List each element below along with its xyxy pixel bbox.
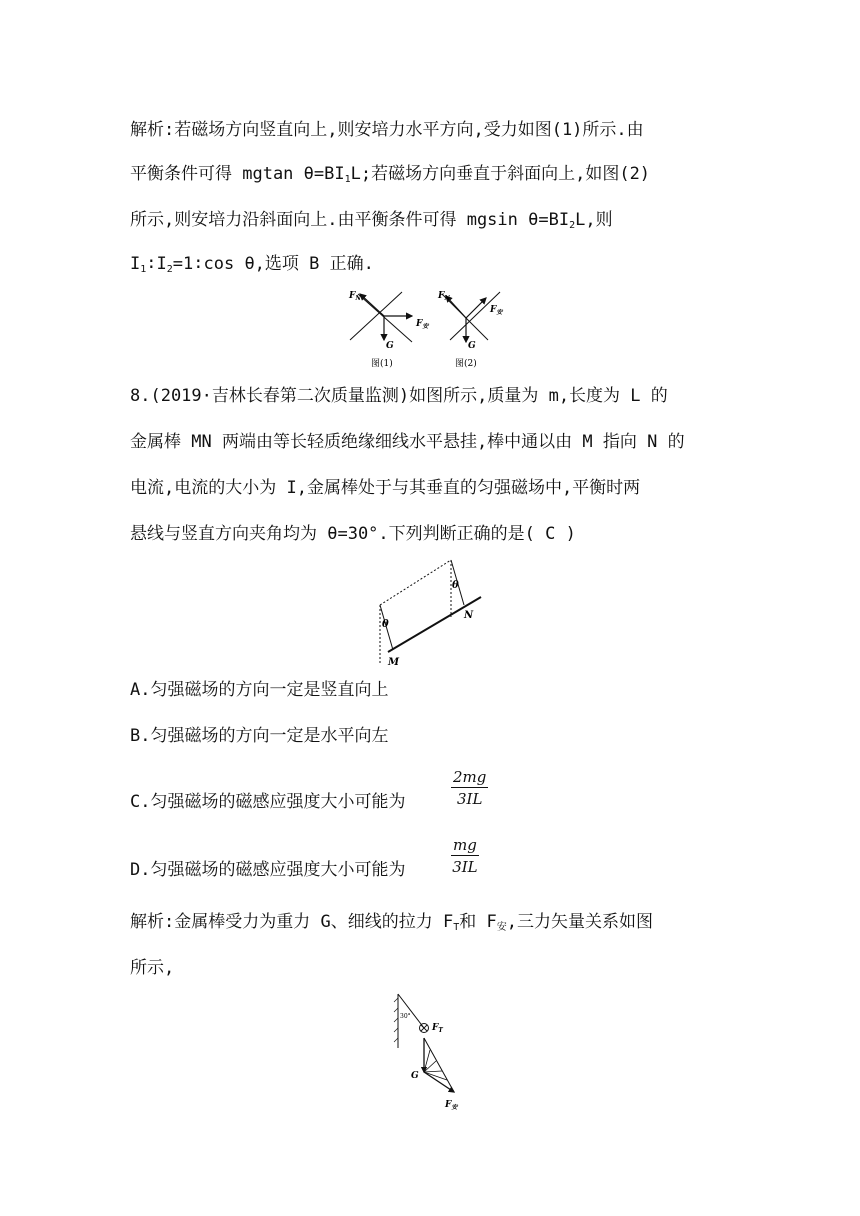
option-d-numerator: mg — [453, 836, 477, 854]
analysis1-line4 — [130, 254, 374, 280]
g-label: G — [411, 1071, 419, 1081]
possible-force-vectors — [424, 1050, 447, 1080]
analysis2-line1-sub1: T — [453, 922, 460, 933]
question8-line3: 电流,电流的大小为 I,金属棒处于与其垂直的匀强磁场中,平衡时两 — [130, 478, 641, 498]
question8-line2: 金属棒 MN 两端由等长轻质绝缘细线水平悬挂,棒中通以由 M 指向 N 的 — [130, 432, 685, 452]
force-triangle-figure — [390, 990, 470, 1115]
option-d-fraction — [451, 836, 479, 876]
fn-label-1: $F_N$ — [349, 291, 361, 302]
option-b: B.匀强磁场的方向一定是水平向左 — [130, 726, 389, 746]
hanging-rod-figure — [370, 555, 490, 670]
normal-force-arrow — [360, 294, 384, 316]
figure-2-diagram — [437, 291, 503, 369]
wall-hatching — [394, 998, 398, 1042]
caption-figure-2: 图(2) — [455, 359, 477, 369]
thread-line — [398, 994, 424, 1028]
option-d: D.匀强磁场的磁感应强度大小可能为 — [130, 860, 406, 880]
ampere-force-vector — [424, 1072, 454, 1092]
question8-line1: 8.(2019·吉林长春第二次质量监测)如图所示,质量为 m,长度为 L 的 — [130, 386, 668, 406]
force-diagram-figure — [340, 282, 520, 372]
fn-label-2: $F_N$ — [438, 291, 450, 302]
analysis1-line2-sub: 1 — [344, 174, 351, 185]
option-c-denominator: 3IL — [456, 790, 483, 808]
analysis2-line1-text-b: 和 F — [459, 912, 497, 932]
tension-vector — [424, 1038, 454, 1092]
analysis1-line4-sub1: 1 — [140, 264, 147, 275]
analysis1-line4-text-b: ∶I — [146, 254, 167, 274]
incline-line-right-2 — [450, 292, 500, 340]
fan-label-2: $F_安$ — [490, 305, 503, 316]
analysis1-line4-text-a: I — [130, 254, 141, 274]
analysis1-line2 — [130, 164, 650, 190]
theta-label-left: θ — [382, 619, 389, 630]
ft-label: $F_T$ — [432, 1023, 443, 1034]
figure-1-diagram — [348, 291, 429, 369]
analysis1-line2-text-b: L;若磁场方向垂直于斜面向上,如图(2) — [350, 164, 651, 184]
option-c-numerator: 2mg — [453, 768, 487, 786]
question8-line4: 悬线与竖直方向夹角均为 θ=30°.下列判断正确的是( C ) — [130, 524, 576, 544]
analysis2-line2: 所示, — [130, 958, 175, 978]
analysis2-line1-text-c: ,三力矢量关系如图 — [506, 912, 653, 932]
analysis1-line3-text-a: 所示,则安培力沿斜面向上.由平衡条件可得 mgsin θ=BI — [130, 210, 570, 230]
metal-rod — [388, 597, 481, 652]
analysis1-line3-text-b: L,则 — [575, 210, 613, 230]
option-d-denominator: 3IL — [452, 858, 478, 876]
g-label-1: G — [386, 341, 394, 351]
top-dashed-line — [380, 560, 451, 605]
analysis1-line2-text-a: 平衡条件可得 mgtan θ=BI — [130, 164, 345, 184]
analysis2-line1 — [130, 912, 653, 938]
analysis1-line3 — [130, 210, 613, 236]
option-a: A.匀强磁场的方向一定是竖直向上 — [130, 680, 389, 700]
caption-figure-1: 图(1) — [371, 359, 393, 369]
angle-label: 30° — [400, 1013, 411, 1020]
g-label-2: G — [468, 341, 476, 351]
analysis1-line3-sub: 2 — [569, 220, 576, 231]
theta-label-right: θ — [452, 580, 459, 591]
option-c: C.匀强磁场的磁感应强度大小可能为 — [130, 792, 406, 812]
label-n: N — [464, 610, 474, 621]
option-c-fraction — [451, 768, 488, 808]
incline-line-left — [358, 294, 412, 342]
analysis1-line1: 解析:若磁场方向竖直向上,则安培力水平方向,受力如图(1)所示.由 — [130, 120, 644, 140]
analysis2-line1-sub2: 安 — [496, 922, 507, 933]
analysis1-line4-sub2: 2 — [166, 264, 173, 275]
fan-label-1: $F_安$ — [416, 319, 429, 330]
fan-label: $F_安$ — [445, 1100, 458, 1111]
analysis1-line4-text-c: =1∶cos θ,选项 B 正确. — [172, 254, 374, 274]
analysis2-line1-text-a: 解析:金属棒受力为重力 G、细线的拉力 F — [130, 912, 454, 932]
label-m: M — [388, 657, 400, 668]
